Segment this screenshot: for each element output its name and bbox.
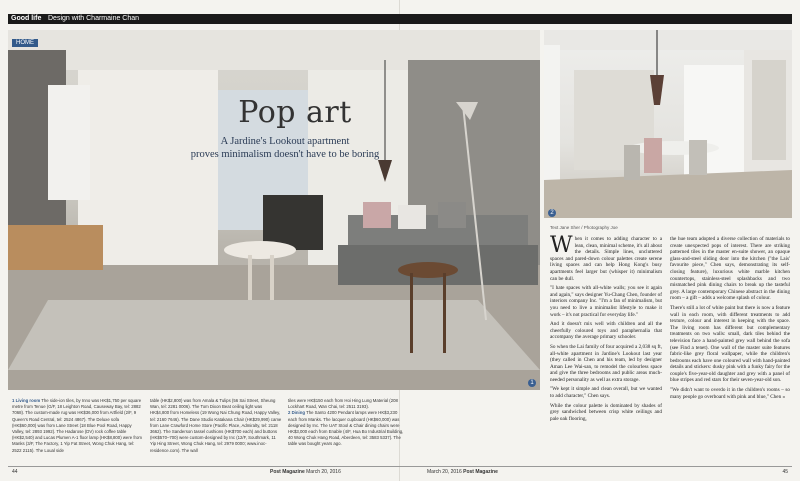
standfirst-line: proves minimalism doesn't have to be boring [190,149,380,160]
paragraph: So when the Lai family of four acquired a 2,038 sq ft, all-white apartment in Jardine's Lookout last year (they called in Chen and his team, led by designer Aman Lee Wai-san, to remodel the colourless space and give the three bedrooms and public areas much-needed personality as well as extra storage. [550,343,662,383]
page-number-right: 45 [782,469,788,475]
paragraph: "We didn't want to overdo it in the children's rooms – so many people go overboard with pink and blue," Chen » [670,387,790,400]
section-header-bar [8,14,792,24]
footer-left-folio [270,469,341,475]
article-column-1 [550,233,662,425]
caption-text: The Santo 4200 Pendant lamps were HK$3,230 each from Manks. The lacquer cupboard (HK$60,000) was designed by Inc. The UAT Stool & Chair dining chairs were HK$3,000 each from Enable (4/F, Hua Bo Industrial Building, 40 Wong Chuk Hang Road, Aberdeen, tel: 3583 5337). The table was bought years ago. [288,410,404,447]
caption-column [12,398,144,454]
paragraph: And it doesn't mix well with children and all the cheerfully coloured toys and paraphernalia that accompany the average primary schooler. [550,321,662,341]
section-name: Good life [11,15,42,22]
publication-name: Post Magazine [270,469,305,475]
paragraph: While the colour palette is dominated by shades of grey sandwiched between crisp white ceilings and pale oak flooring, [550,402,662,422]
publication-name: Post Magazine [463,469,498,475]
paragraph: There's still a lot of white paint but there is now a feature wall in each room, with different treatments to add texture, colour and interest in keeping with the space. The living room has different but complementary treatments on two walls: small, dark tiles behind the television face a hand-painted grey wall behind the sofa (see Find a tenet). One wall of the master suite features fabric-like grey floral wallpaper, while the children's bedrooms each have one coloured wall with hand-painted details and stickers: dusky pink with a funky fairy for the couple's five-year-old daughter and grey with a panel of blue stripes and red stars for their seven-year-old son. [670,304,790,384]
dining-room-illustration [544,30,792,218]
photo-number-badge: 1 [528,379,536,387]
article-title: Pop art [238,95,352,130]
issue-date: March 20, 2016 [427,469,462,475]
caption-text: The side-ion tiles, by Inno was HK$1,750 per square metre from Tenue (G/F, 18 Leighton Road, Causeway Bay, tel: 2882 7068). The custom-made rug was HK$36,000 from Artfield (2/F, 9 Queen's Road Central, tel: 2524 4867). The Deluxe sofa (HK$60,000) was from Lane Street (18 Blue Pool Road, Happy Valley, tel: 2893 1992). The Hadarose (DV) rock coffee table (HK$2,540) and Lucas Plumen A-1 floor lamp (HK$8,800) were from Manks (3/F, The Factory, 1 Yip Fat Street, Wong Chuk Hang, tel: 2522 2115). The Loual side [12,398,142,453]
paragraph: "We kept it simple and clean overall, but we wanted to add character," Chen says. [550,386,662,400]
article-standfirst [135,135,435,161]
caption-column [288,398,406,448]
footer-right-folio [427,469,498,475]
issue-date: March 20, 2016 [306,469,341,475]
caption-text: tiles were HK$150 each from Hoi Hing Lung Material (208 Lockhart Road, Wan Chai, tel: 2511 3193). [288,398,398,410]
drop-cap: W [550,233,573,258]
article-column-2 [670,236,790,403]
standfirst-line: A Jardine's Lookout apartment [220,136,350,147]
caption-column [150,398,282,454]
paragraph [550,233,662,282]
paragraph: "I hate spaces with all-white walls; you see it again and again," says designer Yu-Chang Chen, founder of interiors company Inc. "I'm a fan of minimalism, but you need to live a minimalist lifestyle to make it work – it's not practical for everyday life." [550,285,662,318]
living-room-photo [8,30,540,390]
photo-number-badge: 2 [548,209,556,217]
paragraph: the hue team adopted a diverse collection of materials to create unexpected pops of interest. There are striking patterned tiles in the master en-suite shower, an opaque glass-and-steel sliding door into the kitchen ("the Lais' favourite piece," Chen says, demonstrating its self-closing feature), luxurious white marble kitchen countertops, stainless-steel splashbacks and two mismatched pink dining chairs to break up the tasteful grey. A large contemporary Chinese abstract in the dining room – a gift – adds a welcome splash of colour. [670,236,790,302]
column-name: Design with Charmaine Chan [48,15,140,22]
paragraph-text: hen it comes to adding character to a lean, clean, minimal scheme, it's all about the details. Simple lines, uncluttered spaces and pared-down colour palettes create serene living spaces and can help Hong Kong's busy apartments feel larger but (whisper it) minimalism can be dull. [550,236,662,282]
caption-label: 2 Dining [288,410,305,416]
living-room-illustration [8,30,540,390]
page-number-left: 44 [12,469,18,475]
home-badge: HOME [12,39,38,47]
caption-label: 1 Living room [12,398,41,403]
caption-text: table (HK$2,800) was from Amala & Tulips (56 Sai Street, Sheung Wan, tel: 2281 0006). The Tom Dixon Beat ceiling light was HK$4,800 from Homeless (19 Wong Nai Chung Road, Happy Valley, tel: 2160 7646). The Dane Studio Katakana Chair (HK$29,990) came from Lane Crawford Home Store (Pacific Place, Admiralty, tel: 2118 3662). The Sanderson tassel cushions (HK$700 each) and buttons (HK$570–700) were custom-designed by Inc (12/F, Southmark, 11 Yip Hing Street, Wong Chuk Hang, tel: 2979 0000; www.inoc-residence.com). The wall [150,398,282,453]
article-credit: Text Jane Sher / Photography Joe [550,225,618,230]
dining-room-photo [544,30,792,218]
footer-rule [8,466,792,467]
